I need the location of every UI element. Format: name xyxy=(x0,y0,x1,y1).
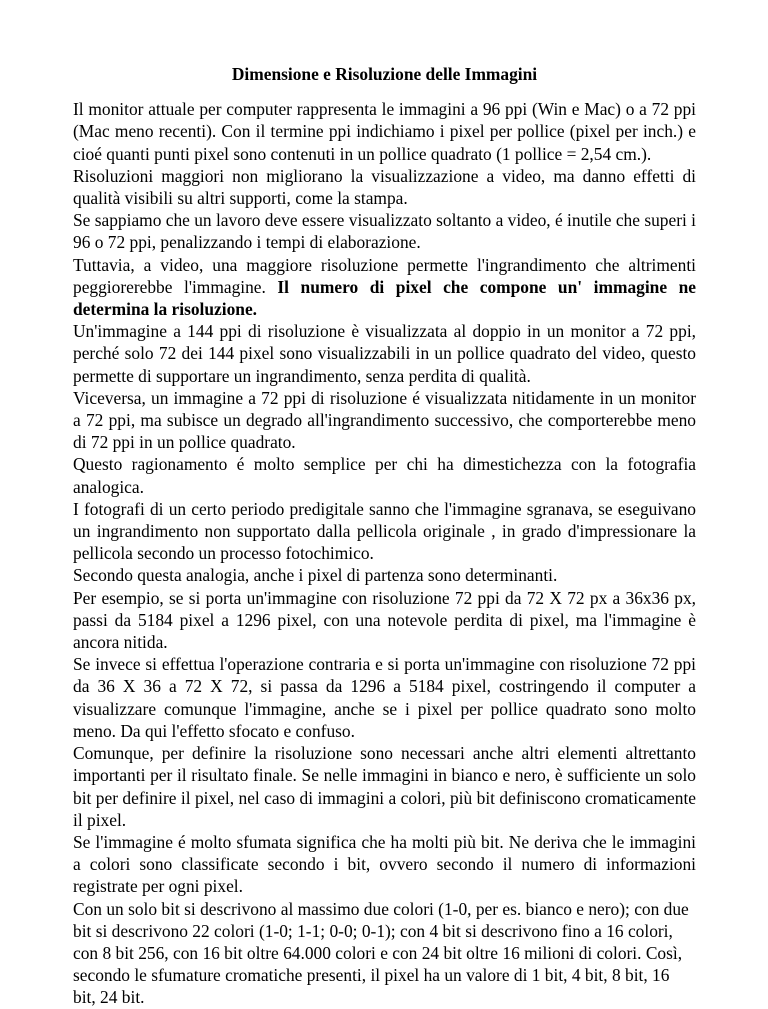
paragraph: Viceversa, un immagine a 72 ppi di risoluzione é visualizzata nitidamente in un monitor a 72 ppi, ma subisce un degrado all'ingrandimento successivo, che comporterebbe meno di 72 ppi in un pollice quadrato. xyxy=(73,387,696,453)
paragraph-with-bold xyxy=(73,254,696,321)
paragraph: Con un solo bit si descrivono al massimo due colori (1-0, per es. bianco e nero); con due bit si descrivono 22 colori (1-0; 1-1; 0-0; 0-1); con 4 bit si descrivono fino a 16 colori, con 8 bit 256, con 16 bit oltre 64.000 colori e con 24 bit oltre 16 milioni di colori. Così, secondo le sfumature cromatiche presenti, il pixel ha un valore di 1 bit, 4 bit, 8 bit, 16 bit, 24 bit. xyxy=(73,898,689,1008)
paragraph: Se sappiamo che un lavoro deve essere visualizzato soltanto a video, é inutile che superi i 96 o 72 ppi, penalizzando i tempi di elaborazione. xyxy=(73,210,696,253)
paragraph: I fotografi di un certo periodo predigitale sanno che l'immagine sgranava, se eseguivano un ingrandimento non supportato dalla pellicola originale , in grado d'impressionare la pellicola secondo un processo fotochimico. xyxy=(73,498,696,564)
paragraph: Questo ragionamento é molto semplice per chi ha dimestichezza con la fotografia analogica. xyxy=(73,454,696,497)
paragraph: Per esempio, se si porta un'immagine con risoluzione 72 ppi da 72 X 72 px a 36x36 px, passi da 5184 pixel a 1296 pixel, con una notevole perdita di pixel, ma l'immagine è ancora nitida. xyxy=(73,587,696,653)
paragraph: Il monitor attuale per computer rappresenta le immagini a 96 ppi (Win e Mac) o a 72 ppi (Mac meno recenti). Con il termine ppi indichiamo i pixel per pollice (pixel per inch.) e cioé quanti punti pixel sono contenuti in un pollice quadrato (1 pollice = 2,54 cm.). xyxy=(73,99,696,164)
paragraph-text: Tuttavia, a video, una maggiore risoluzione permette l'ingrandimento che altrimenti peggiorerebbe l'immagine. xyxy=(73,254,696,297)
paragraph: Comunque, per definire la risoluzione sono necessari anche altri elementi altrettanto importanti per il risultato finale. Se nelle immagini in bianco e nero, è sufficiente un solo bit per definire il pixel, nel caso di immagini a colori, più bit definiscono cromaticamente il pixel. xyxy=(73,743,696,830)
paragraph: Se invece si effettua l'operazione contraria e si porta un'immagine con risoluzione 72 ppi da 36 X 36 a 72 X 72, si passa da 1296 a 5184 pixel, costringendo il computer a visualizzare comunque l'immagine, anche se i pixel per pollice quadrato sono molto meno. Da qui l'effetto sfocato e confuso. xyxy=(73,654,696,741)
bold-statement: Il numero di pixel che compone un' immagine ne determina la risoluzione. xyxy=(73,276,696,320)
paragraph: Un'immagine a 144 ppi di risoluzione è visualizzata al doppio in un monitor a 72 ppi, perché solo 72 dei 144 pixel sono visualizzabili in un pollice quadrato del video, questo permette di supportare un ingrandimento, senza perdita di qualità. xyxy=(73,321,696,386)
paragraph: Secondo questa analogia, anche i pixel di partenza sono determinanti. xyxy=(73,565,558,586)
document-title: Dimensione e Risoluzione delle Immagini xyxy=(231,64,538,84)
paragraph: Risoluzioni maggiori non migliorano la visualizzazione a video, ma danno effetti di qualità visibili su altri supporti, come la stampa. xyxy=(73,165,696,209)
paragraph: Se l'immagine é molto sfumata significa che ha molti più bit. Ne deriva che le immagini a colori sono classificate secondo i bit, ovvero secondo il numero di informazioni registrate per ogni pixel. xyxy=(73,831,696,897)
